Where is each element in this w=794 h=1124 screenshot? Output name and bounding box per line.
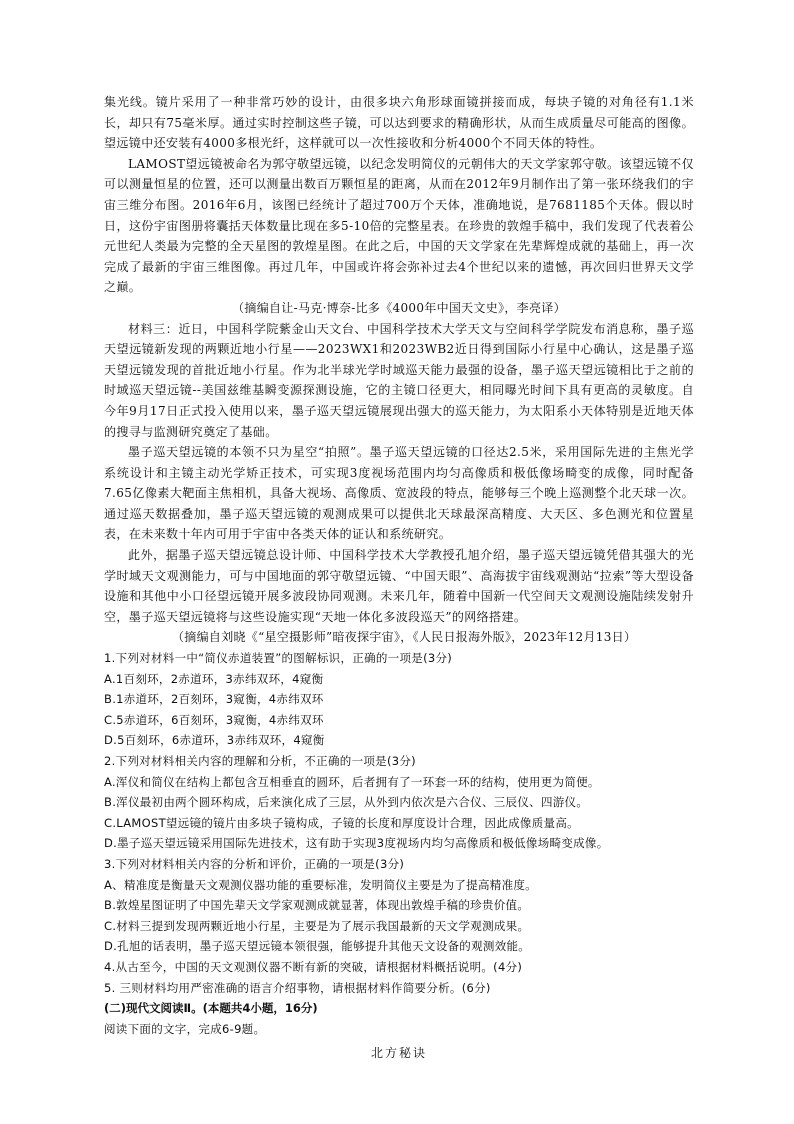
paragraph: LAMOST望远镜被命名为郭守敬望远镜，以纪念发明简仪的元朝伟大的天文学家郭守敬。该望远镜不仅可以测量恒星的位置，还可以测量出数百万颗恒星的距离，从而在2012年9月制作出了第一张环绕我们的宇宙三维分布图。2016年6月，该图已经统计了超过700万个天体，准确地说，是7681185个天体。假以时日，这份宇宙图册将囊括天体数量比现在多5-10倍的完整星表。在珍贵的敦煌手稿中，我们发现了代表着公元世纪人类最为完整的全天星图的敦煌星图。在此之后，中国的天文学家在先辈辉煌成就的基础上，再一次完成了最新的宇宙三维图像。再过几年，中国或许将会弥补过去4个世纪以来的遗憾，再次回归世界天文学之巅。 [104, 156, 694, 295]
option: B.1赤道环，2百刻环，3窥衡，4赤纬双环 [104, 692, 324, 707]
option: C.材料三提到发现两颗近地小行星，主要是为了展示我国最新的天文学观测成果。 [104, 918, 530, 933]
question-stem: 5. 三则材料均用严密准确的语言介绍事物，请根据材料作简要分析。(6分) [104, 980, 491, 995]
option: A.浑仪和简仪在结构上都包含互相垂直的圆环，后者拥有了一环套一环的结构，使用更为简便。 [104, 774, 600, 789]
question-stem: 3.下列对材料相关内容的分析和评价，正确的一项是(3分) [104, 856, 405, 871]
section-heading: (二)现代文阅读Ⅱ。(本题共4小题，16分) [104, 1001, 318, 1016]
option: C.LAMOST望远镜的镜片由多块子镜构成，子镜的长度和厚度设计合理，因此成像质量高。 [104, 815, 579, 830]
question-stem: 1.下列对材料一中“简仪赤道装置”的图解标识，正确的一项是(3分) [104, 651, 453, 666]
option: B.浑仪最初由两个圆环构成，后来演化成了三层，从外到内依次是六合仪、三辰仪、四游仪。 [104, 795, 589, 810]
source-citation: （摘编自刘晓《“星空摄影师”暗夜探宇宙》，《人民日报海外版》，2023年12月13日） [172, 630, 637, 645]
option: A.1百刻环，2赤道环，3赤纬双环，4窥衡 [104, 671, 324, 686]
paragraph: 集光线。镜片采用了一种非常巧妙的设计，由很多块六角形球面镜拼接而成，每块子镜的对角径有1.1米长，却只有75毫米厚。通过实时控制这些子镜，可以达到要求的精确形状，从而生成质量尽可能高的图像。望远镜中还安装有4000多根光纤，这样就可以一次性接收和分析4000个不同天体的特性。 [104, 95, 694, 151]
story-title: 北方秘诀 [370, 1046, 427, 1061]
paragraph: 此外，据墨子巡天望远镜总设计师、中国科学技术大学教授孔旭介绍，墨子巡天望远镜凭借其强大的光学时域天文观测能力，可与中国地面的郭守敬望远镜、“中国天眼”、高海拔宇宙线观测站“拉索”等大型设备设施和其他中小口径望远镜开展多波段协同观测。未来几年，随着中国新一代空间天文观测设施陆续发射升空，墨子巡天望远镜将与这些设施实现“天地一体化多波段巡天”的网络搭建。 [104, 548, 694, 624]
source-citation: （摘编自让-马克·博奈-比多《4000年中国天文史》，李亮译） [232, 300, 566, 315]
option: C.5赤道环，6百刻环，3窥衡，4赤纬双环 [104, 712, 324, 727]
option: A、精准度是衡量天文观测仪器功能的重要标准，发明简仪主要是为了提高精准度。 [104, 877, 537, 892]
paragraph: 材料三：近日，中国科学院紫金山天文台、中国科学技术大学天文与空间科学学院发布消息称，墨子巡天望远镜新发现的两颗近地小行星——2023WX1和2023WB2近日得到国际小行星中心确认，这是墨子巡天望远镜发现的首批近地小行星。作为北半球光学时域巡天能力最强的设备，墨子巡天望远镜相比于之前的时域巡天望远镜--美国兹维基瞬变源探测设施，它的主镜口径更大，相同曝光时间下具有更高的灵敏度。自今年9月17日正式投入使用以来，墨子巡天望远镜展现出强大的巡天能力，为太阳系小天体特别是近地天体的搜寻与监测研究奠定了基础。 [104, 321, 694, 439]
option: D.孔旭的话表明，墨子巡天望远镜本领很强，能够提升其他天文设备的观测效能。 [104, 939, 531, 954]
option: D.5百刻环，6赤道环，3赤纬双环，4窥衡 [104, 733, 325, 748]
paragraph: 墨子巡天望远镜的本领不只为星空“拍照”。墨子巡天望远镜的口径达2.5米，采用国际先进的主焦光学系统设计和主镜主动光学矫正技术，可实现3度视场范围内均匀高像质和极低像场畸变的成像，同时配备7.65亿像素大靶面主焦相机，具备大视场、高像质、宽波段的特点，能够每三个晚上巡测整个北天球一次。通过巡天数据叠加，墨子巡天望远镜的观测成果可以提供北天球最深高精度、大天区、多色测光和位置星表，在未来数十年内可用于宇宙中各类天体的证认和系统研究。 [104, 445, 694, 542]
option: D.墨子巡天望远镜采用国际先进技术，这有助于实现3度视场内均匀高像质和极低像场畸变成像。 [104, 836, 609, 851]
question-stem: 2.下列对材料相关内容的理解和分析，不正确的一项是(3分) [104, 754, 416, 768]
option: B.敦煌星图证明了中国先辈天文学家观测成就显著，体现出敦煌手稿的珍贵价值。 [104, 898, 530, 913]
question-stem: 4.从古至今，中国的天文观测仪器不断有新的突破，请根据材料概括说明。(4分) [104, 959, 523, 974]
instruction: 阅读下面的文字，完成6-9题。 [104, 1021, 266, 1036]
